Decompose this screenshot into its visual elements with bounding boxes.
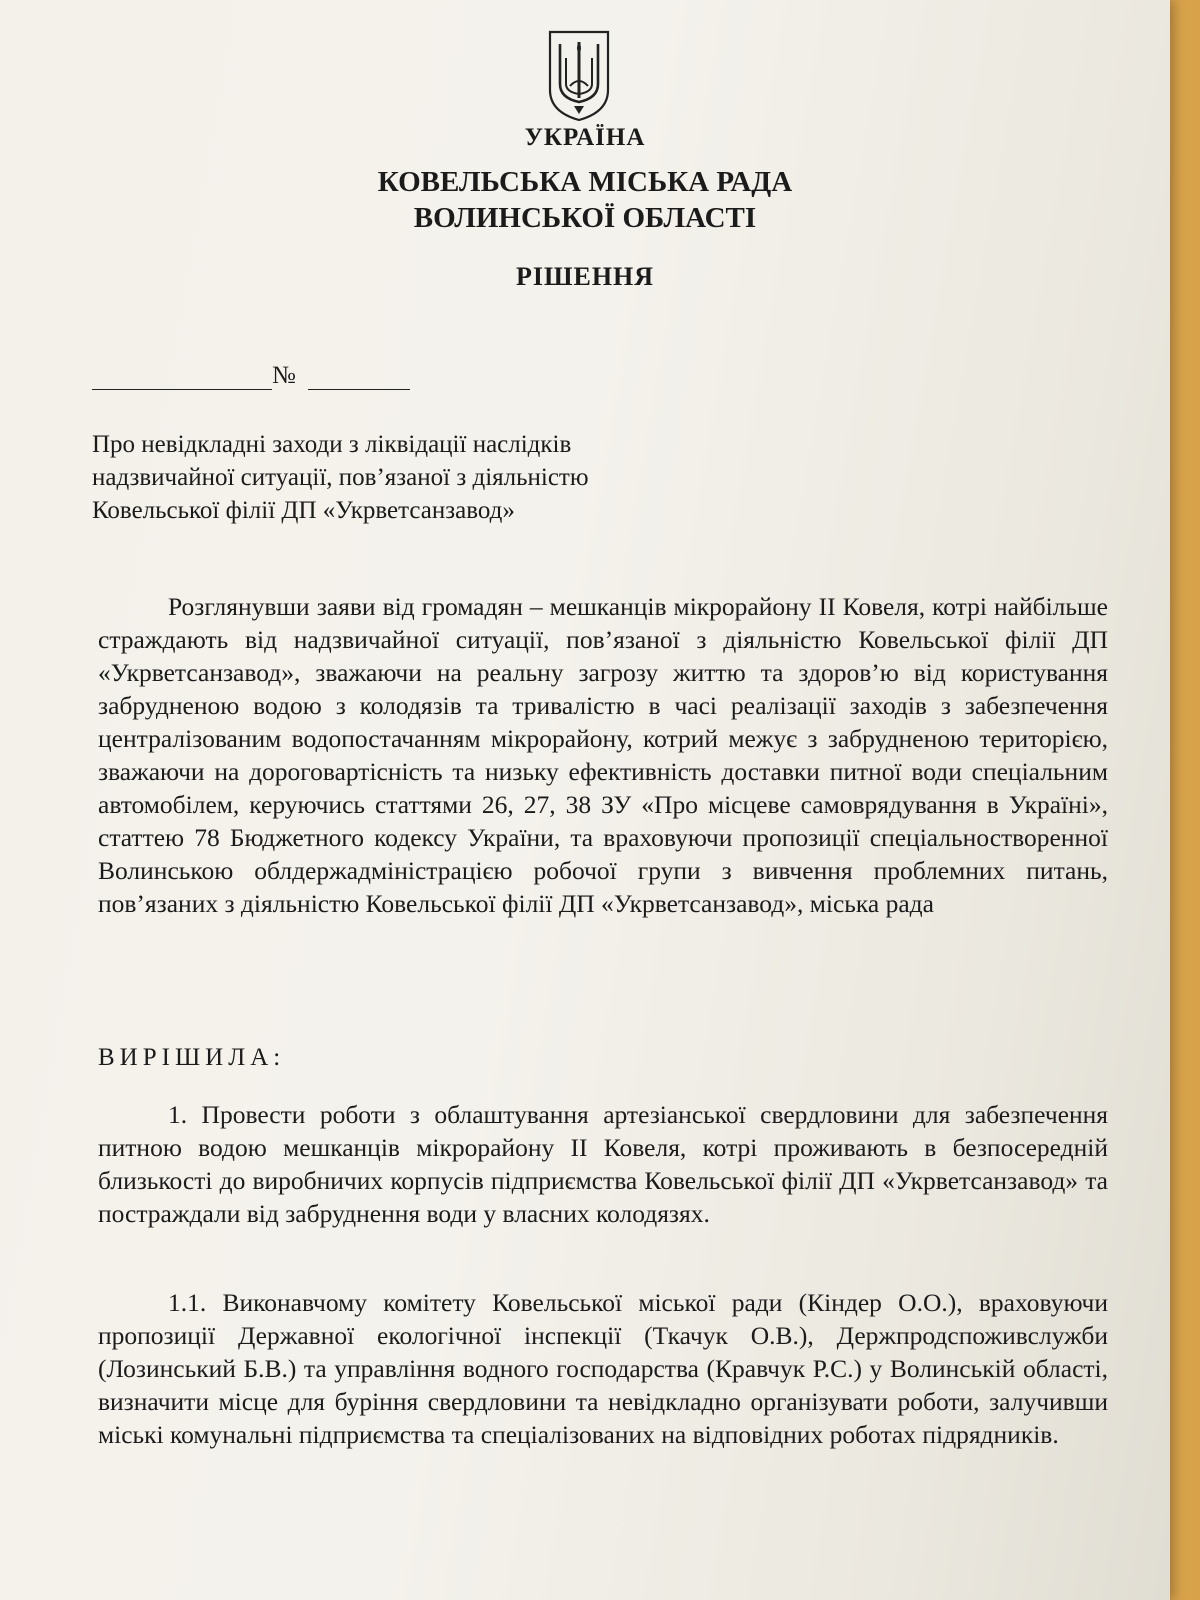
decision-item-1-1: 1.1. Виконавчому комітету Ковельської міської ради (Кіндер О.О.), враховуючи пропозиції Державної екологічної інспекції (Ткачук О.В.), Держпродспоживслужби (Лозинський Б.В.) та управління водного господарства (Кравчук Р.С.) у Волинській області, визначити місце для буріння свердловини та невідкладно організувати роботи, залучивши міські комунальні підприємства та спеціалізованих на відповідних роботах підрядників. — [98, 1288, 1108, 1449]
number-sign: № — [272, 362, 296, 389]
decided-label: ВИРІШИЛА: — [98, 1044, 286, 1071]
date-blank — [92, 365, 272, 390]
document-type-title: РІШЕННЯ — [515, 262, 655, 291]
council-name-line2: ВОЛИНСЬКОЇ ОБЛАСТІ — [413, 202, 757, 234]
subject-line: надзвичайної ситуації, пов’язаної з діяльністю — [92, 464, 589, 491]
number-blank — [308, 365, 410, 390]
coat-of-arms-icon — [546, 28, 612, 124]
decision-item-1: 1. Провести роботи з облаштування артезіанської свердловини для забезпечення питною водою мешканців мікрорайону ІІ Ковеля, котрі проживають в безпосередній близькості до виробничих корпусів підприємства Ковельської філії ДП «Укрветсанзавод» та постраждали від забруднення води у власних колодязях. — [98, 1100, 1108, 1228]
subject-line: Про невідкладні заходи з ліквідації наслідків — [92, 431, 572, 458]
council-name-line1: КОВЕЛЬСЬКА МІСЬКА РАДА — [377, 166, 793, 198]
country-heading: УКРАЇНА — [524, 124, 646, 151]
preamble-paragraph: Розглянувши заяви від громадян – мешканців мікрорайону ІІ Ковеля, котрі найбільше страждають від надзвичайної ситуації, пов’язаної з діяльністю Ковельської філії ДП «Укрветсанзавод», зважаючи на реальну загрозу життю та здоров’ю від користування забрудненою водою з колодязів та тривалістю в часі реалізації заходів з забезпечення централізованим водопостачанням мікрорайону, котрий межує з забрудненою територією, зважаючи на дороговартісність та низьку ефективність доставки питної води спеціальним автомобілем, керуючись статтями 26, 27, 38 ЗУ «Про місцеве самоврядування в Україні», статтею 78 Бюджетного кодексу України, та враховуючи пропозиції спеціальностворенної Волинською облдержадміністрацією робочої групи з вивчення проблемних питань, пов’язаних з діяльністю Ковельської філії ДП «Укрветсанзавод», міська рада — [98, 592, 1108, 918]
decision-subject — [92, 428, 692, 527]
subject-line: Ковельської філії ДП «Укрветсанзавод» — [92, 497, 515, 524]
date-number-line — [92, 362, 410, 390]
